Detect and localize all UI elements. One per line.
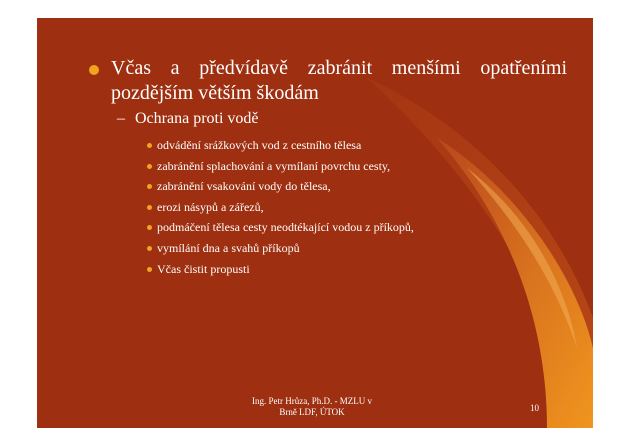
bullet-dot-icon (147, 164, 152, 169)
list-item-text: Včas čistit propusti (157, 261, 250, 276)
list-item-text: vymílání dna a svahů příkopů (157, 240, 300, 255)
presentation-slide (37, 18, 593, 428)
slide-content (37, 18, 593, 428)
list-item-text: podmáčení tělesa cesty neodtékající vodou z příkopů, (157, 220, 414, 235)
footer-author: Ing. Petr Hrůza, Ph.D. - MZLU v (252, 396, 372, 406)
bullet-dot-icon (147, 246, 152, 251)
list-item-text: zabránění vsakování vody do tělesa, (157, 179, 331, 194)
dash-icon: – (117, 110, 125, 127)
sub-bullet (117, 109, 259, 129)
sub-bullet-text: Ochrana proti vodě (135, 110, 259, 127)
main-bullet-text: Včas a předvídavě zabránit menšími opatřeními pozdějším větším škodám (111, 57, 567, 104)
bullet-dot-icon (147, 143, 152, 148)
page-number: 10 (530, 403, 539, 413)
list-item-text: erozi násypů a zářezů, (157, 199, 264, 214)
bullet-dot-icon (147, 205, 152, 210)
bullet-dot-icon (147, 225, 152, 230)
bullet-dot-icon (147, 184, 152, 189)
list-item-text: odvádění srážkových vod z cestního tělesa (157, 138, 362, 152)
bullet-dot-icon (147, 267, 152, 272)
footer-institution: Brně LDF, ÚTOK (279, 407, 345, 417)
bullet-dot-icon (89, 65, 99, 75)
list-item-text: zabránění splachování a vymílaní povrchu cesty, (157, 158, 391, 173)
slide-footer (217, 396, 407, 418)
